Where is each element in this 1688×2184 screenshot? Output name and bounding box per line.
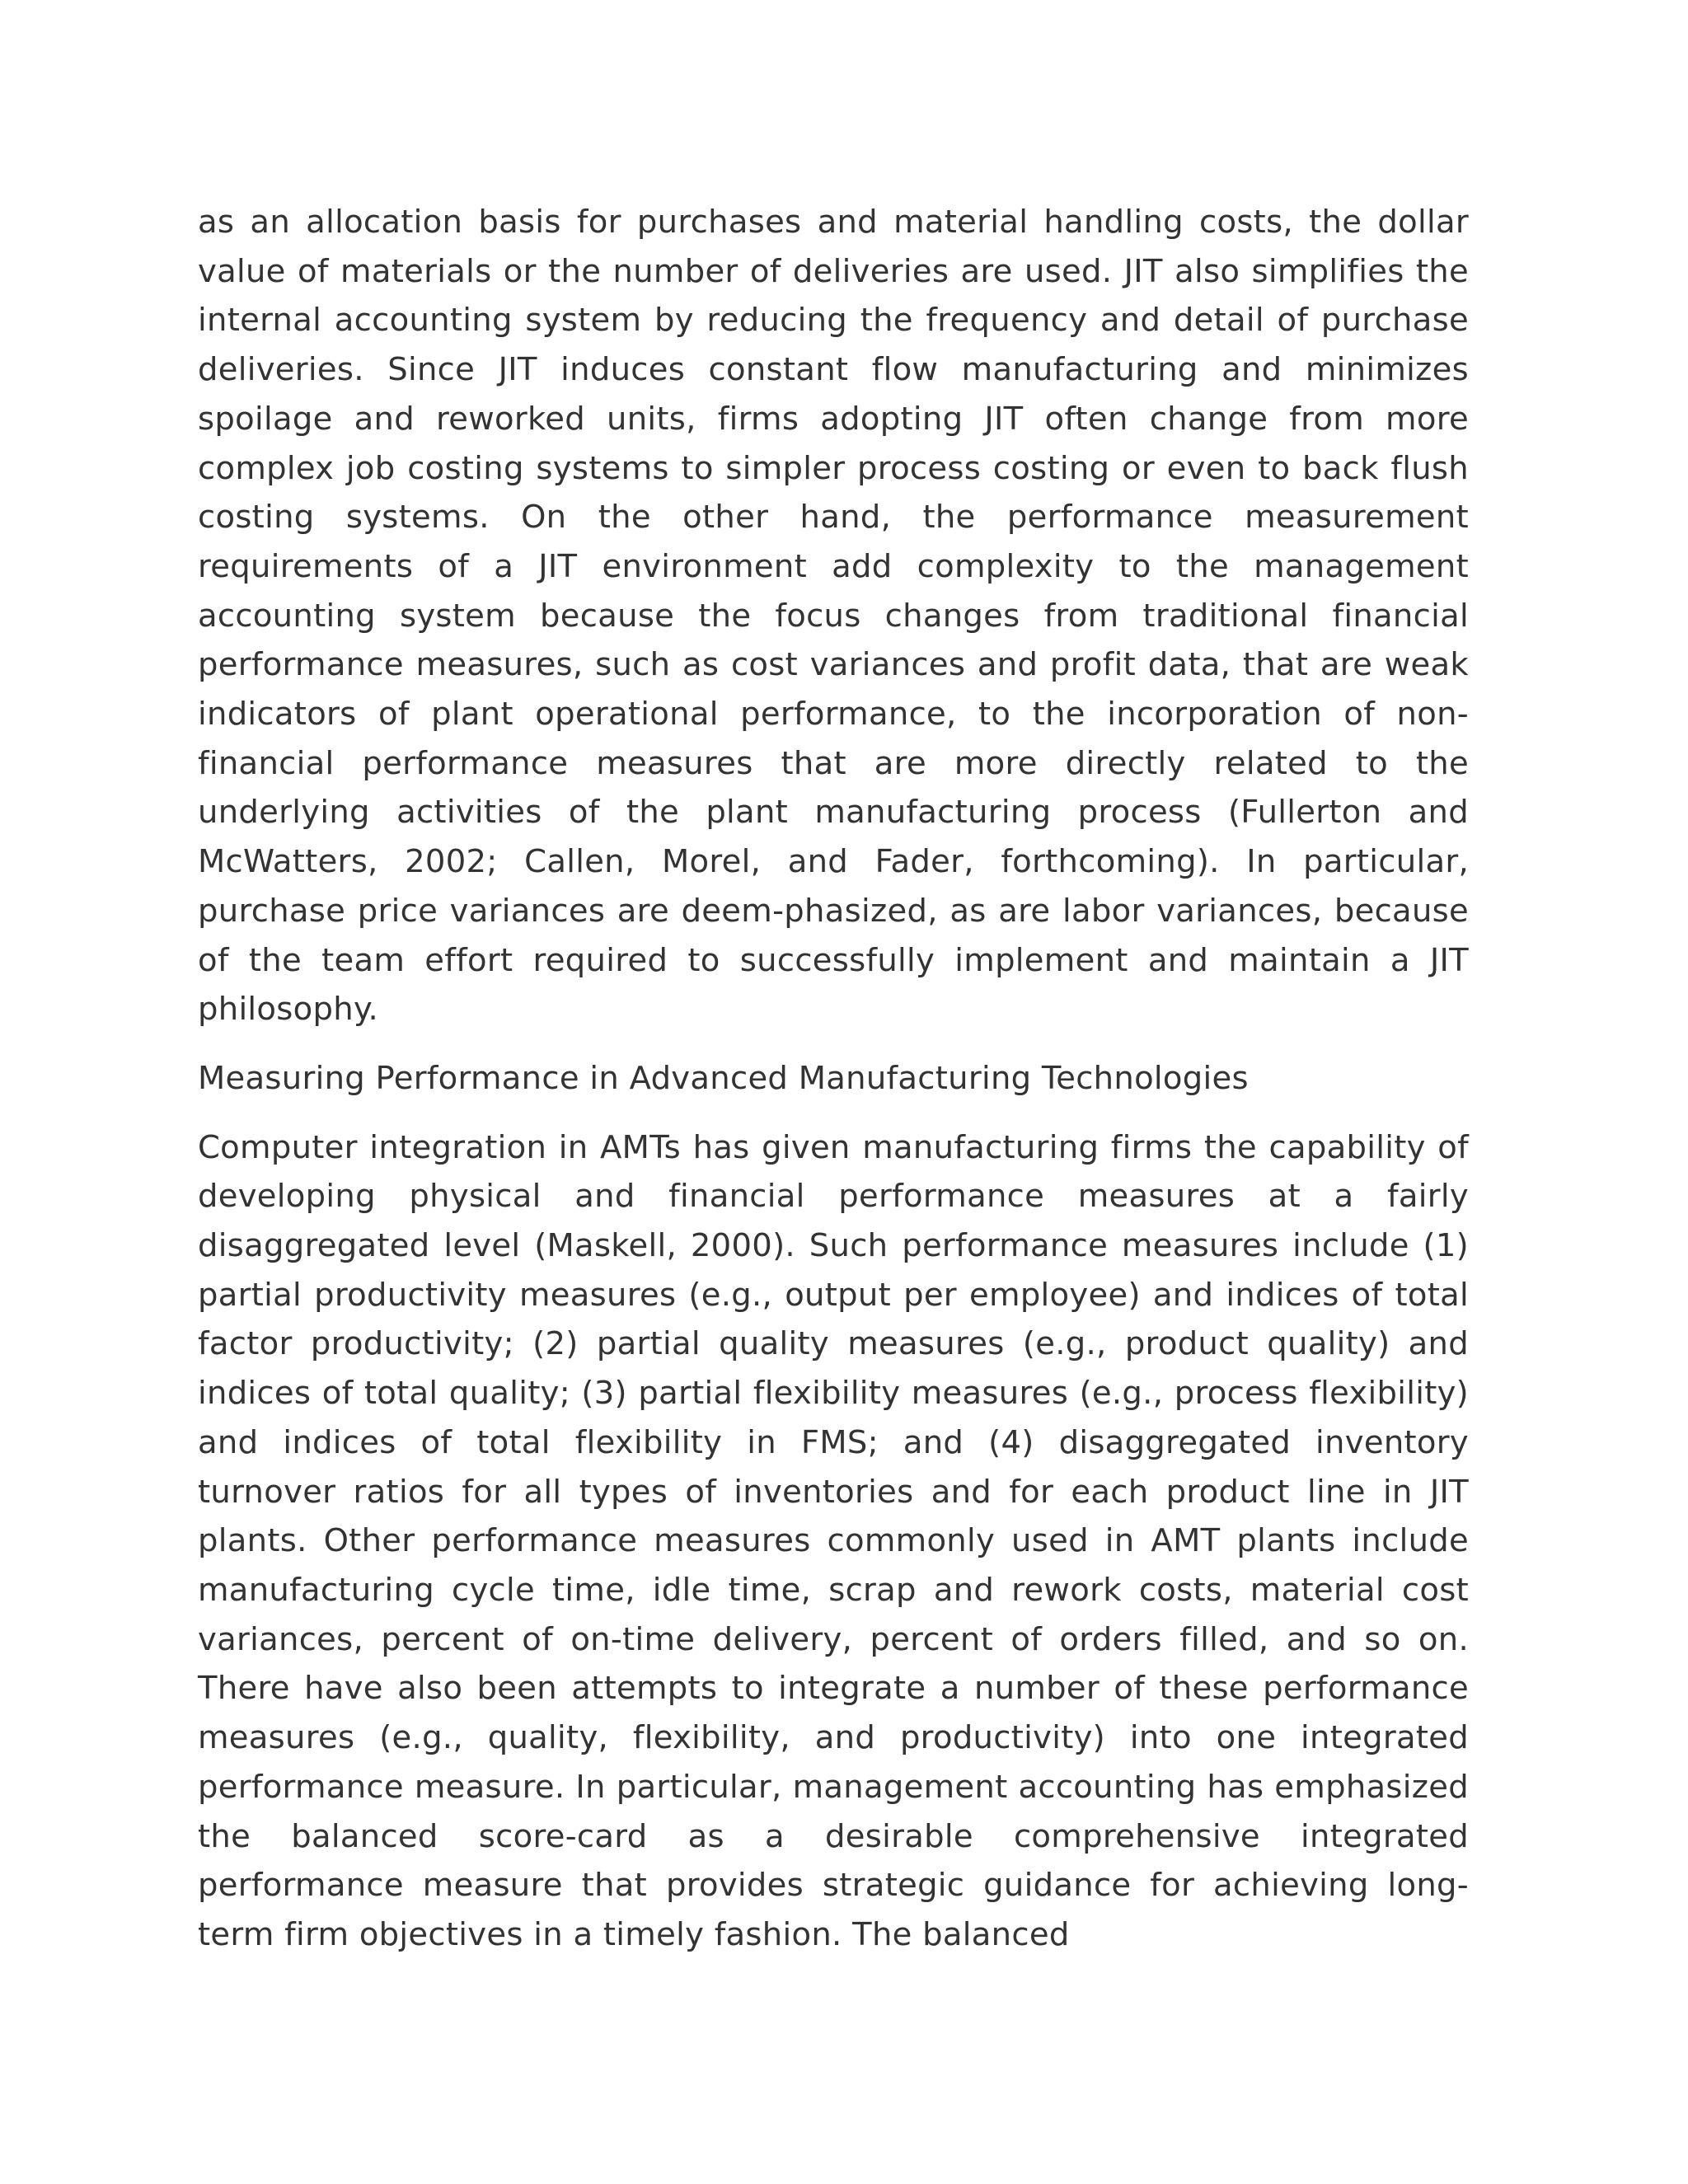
body-paragraph: Computer integration in AMTs has given manufacturing firms the capability of developing physical and financial performance measures at a fairly disaggregated level (Maskell, 2000). Such performance measures include (1) partial productivity measures (e.g., output per employee) and indices of total factor productivity; (2) partial quality measures (e.g., product quality) and indices of total quality; (3) partial flexibility measures (e.g., process flexibility) and indices of total flexibility in FMS; and (4) disaggregated inventory turnover ratios for all types of inventories and for each product line in JIT plants. Other performance measures commonly used in AMT plants include manufacturing cycle time, idle time, scrap and rework costs, material cost variances, percent of on-time delivery, percent of orders filled, and so on. There have also been attempts to integrate a number of these performance measures (e.g., quality, flexibility, and productivity) into one integrated performance measure. In particular, management accounting has emphasized the balanced score-card as a desirable comprehensive integrated performance measure that provides strategic guidance for achieving long-term firm objectives in a timely fashion. The balanced: [198, 1128, 1469, 1953]
section-heading: Measuring Performance in Advanced Manufacturing Technologies: [198, 1059, 1249, 1097]
document-page: [198, 198, 1469, 1960]
body-paragraph: as an allocation basis for purchases and material handling costs, the dollar value of materials or the number of deliveries are used. JIT also simplifies the internal accounting system by reducing the frequency and detail of purchase deliveries. Since JIT induces constant flow manufacturing and minimizes spoilage and reworked units, firms adopting JIT often change from more complex job costing systems to simpler process costing or even to back flush costing systems. On the other hand, the performance measurement requirements of a JIT environment add complexity to the management accounting system because the focus changes from traditional financial performance measures, such as cost variances and profit data, that are weak indicators of plant operational performance, to the incorporation of non-financial performance measures that are more directly related to the underlying activities of the plant manufacturing process (Fullerton and McWatters, 2002; Callen, Morel, and Fader, forthcoming). In particular, purchase price variances are deem-phasized, as are labor variances, because of the team effort required to successfully implement and maintain a JIT philosophy.: [198, 204, 1469, 1029]
